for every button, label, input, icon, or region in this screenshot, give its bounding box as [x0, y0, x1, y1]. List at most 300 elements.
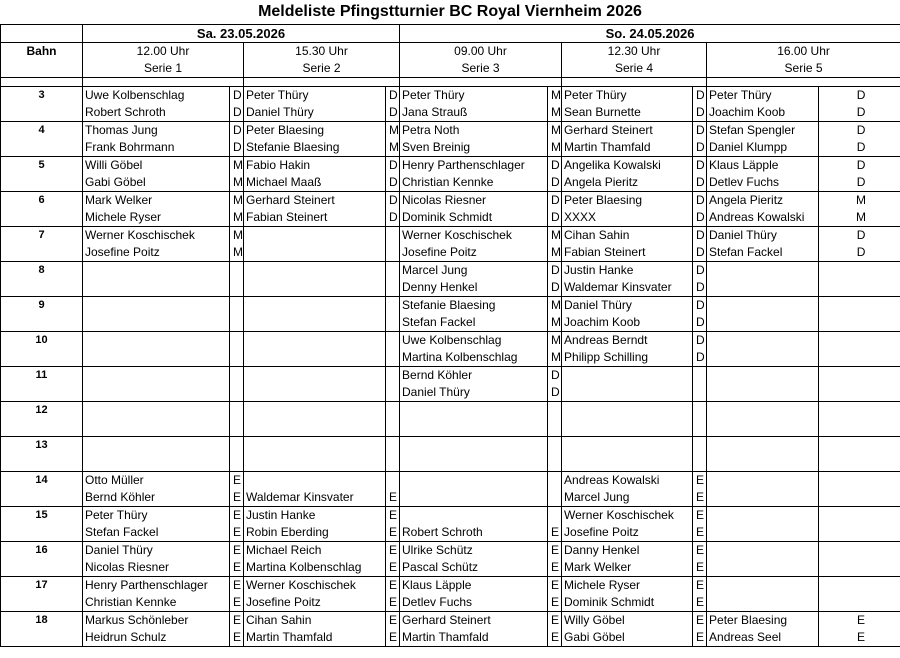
bahn-number: 8 — [1, 262, 83, 280]
player-name: Peter Thüry — [562, 87, 693, 105]
player-category: M — [548, 122, 562, 140]
series-1-time: 12.00 Uhr — [83, 43, 244, 61]
player-category: D — [386, 104, 400, 122]
player-category: D — [548, 209, 562, 227]
player-name — [244, 384, 386, 402]
player-category — [230, 262, 244, 280]
player-name — [562, 367, 693, 385]
table-row — [1, 244, 900, 262]
player-name: Philipp Schilling — [562, 349, 693, 367]
player-name — [244, 419, 386, 437]
player-category: M — [386, 122, 400, 140]
series-2-time: 15.30 Uhr — [244, 43, 400, 61]
player-category: D — [230, 122, 244, 140]
player-name — [83, 437, 230, 455]
player-name: Uwe Kolbenschlag — [83, 87, 230, 105]
player-category: E — [230, 472, 244, 490]
player-category — [386, 332, 400, 350]
player-name: Christian Kennke — [400, 174, 548, 192]
bahn-number: 4 — [1, 122, 83, 140]
player-name: Frank Bohrmann — [83, 139, 230, 157]
bahn-number — [1, 139, 83, 157]
player-name: Klaus Läpple — [707, 157, 819, 175]
table-row — [1, 594, 900, 612]
bahn-number — [1, 419, 83, 437]
player-name: Otto Müller — [83, 472, 230, 490]
player-category: D — [693, 349, 707, 367]
player-name — [83, 367, 230, 385]
player-name — [244, 244, 386, 262]
player-category — [819, 507, 900, 525]
player-name: XXXX — [562, 209, 693, 227]
player-category — [230, 384, 244, 402]
player-category: D — [386, 209, 400, 227]
player-category: D — [693, 279, 707, 297]
bahn-number — [1, 104, 83, 122]
player-category: E — [230, 524, 244, 542]
player-category: M — [548, 87, 562, 105]
player-name: Werner Koschischek — [83, 227, 230, 245]
player-category: D — [693, 87, 707, 105]
player-category: E — [693, 507, 707, 525]
player-category: M — [548, 227, 562, 245]
player-category: E — [386, 559, 400, 577]
player-name: Marcel Jung — [400, 262, 548, 280]
player-name — [707, 594, 819, 612]
player-name: Josefine Poitz — [562, 524, 693, 542]
player-name: Ulrike Schütz — [400, 542, 548, 560]
player-category — [548, 454, 562, 472]
player-name — [83, 332, 230, 350]
player-category — [548, 507, 562, 525]
player-category: D — [693, 209, 707, 227]
player-category: D — [693, 332, 707, 350]
player-category: M — [819, 192, 900, 210]
player-category — [693, 402, 707, 420]
player-name: Cihan Sahin — [244, 612, 386, 630]
player-name: Klaus Läpple — [400, 577, 548, 595]
player-category — [386, 384, 400, 402]
player-name: Michele Ryser — [83, 209, 230, 227]
player-name: Peter Thüry — [707, 87, 819, 105]
player-category — [386, 314, 400, 332]
table-row — [1, 402, 900, 420]
player-category — [548, 489, 562, 507]
player-name: Markus Schönleber — [83, 612, 230, 630]
player-category: E — [693, 594, 707, 612]
player-category: E — [386, 594, 400, 612]
player-category: E — [693, 472, 707, 490]
player-category — [230, 349, 244, 367]
table-row — [1, 454, 900, 472]
player-category: M — [230, 244, 244, 262]
player-name: Peter Blaesing — [562, 192, 693, 210]
player-name: Michael Maaß — [244, 174, 386, 192]
series-4-name: Serie 4 — [562, 60, 707, 78]
table-row — [1, 612, 900, 630]
entry-table — [0, 24, 900, 647]
player-category — [693, 419, 707, 437]
player-category — [819, 419, 900, 437]
player-category: M — [230, 209, 244, 227]
player-name: Angela Pieritz — [562, 174, 693, 192]
player-category: D — [386, 87, 400, 105]
player-name: Stefan Fackel — [83, 524, 230, 542]
player-name: Michele Ryser — [562, 577, 693, 595]
player-category: D — [693, 104, 707, 122]
series-5-time: 16.00 Uhr — [707, 43, 900, 61]
player-category: D — [693, 192, 707, 210]
player-category: E — [693, 489, 707, 507]
player-category — [819, 489, 900, 507]
table-row — [1, 349, 900, 367]
player-name: Peter Thüry — [244, 87, 386, 105]
bahn-number: 18 — [1, 612, 83, 630]
player-name: Dominik Schmidt — [562, 594, 693, 612]
player-category — [819, 297, 900, 315]
player-category: E — [693, 542, 707, 560]
table-row — [1, 279, 900, 297]
player-category — [230, 419, 244, 437]
player-category: E — [230, 612, 244, 630]
bahn-number: 17 — [1, 577, 83, 595]
table-row — [1, 139, 900, 157]
series-1-name: Serie 1 — [83, 60, 244, 78]
player-category — [819, 367, 900, 385]
player-category — [548, 437, 562, 455]
player-name: Gerhard Steinert — [244, 192, 386, 210]
table-row — [1, 209, 900, 227]
player-name — [562, 454, 693, 472]
player-category — [548, 419, 562, 437]
player-name: Heidrun Schulz — [83, 629, 230, 647]
player-name — [244, 227, 386, 245]
player-category — [819, 542, 900, 560]
player-category — [693, 437, 707, 455]
player-name: Petra Noth — [400, 122, 548, 140]
player-category — [386, 227, 400, 245]
bahn-number: 6 — [1, 192, 83, 210]
player-name: Michael Reich — [244, 542, 386, 560]
player-name: Stefan Spengler — [707, 122, 819, 140]
player-category — [693, 454, 707, 472]
player-category: D — [693, 227, 707, 245]
player-name: Henry Parthenschlager — [83, 577, 230, 595]
player-category: M — [548, 244, 562, 262]
player-category — [819, 384, 900, 402]
player-category: M — [548, 297, 562, 315]
player-category: E — [230, 489, 244, 507]
player-name — [707, 489, 819, 507]
player-category — [230, 297, 244, 315]
player-name: Willi Göbel — [83, 157, 230, 175]
player-name — [707, 559, 819, 577]
player-name: Robin Eberding — [244, 524, 386, 542]
player-name — [244, 402, 386, 420]
player-category: E — [386, 612, 400, 630]
player-name: Gabi Göbel — [562, 629, 693, 647]
bahn-number — [1, 629, 83, 647]
player-name — [83, 454, 230, 472]
player-category: E — [386, 577, 400, 595]
player-name: Peter Thüry — [83, 507, 230, 525]
player-name: Jana Strauß — [400, 104, 548, 122]
player-name — [707, 507, 819, 525]
player-name: Willy Göbel — [562, 612, 693, 630]
player-name — [400, 437, 548, 455]
player-category: D — [230, 139, 244, 157]
player-category: D — [230, 87, 244, 105]
bahn-number: 7 — [1, 227, 83, 245]
player-name — [562, 402, 693, 420]
player-name: Stefan Fackel — [707, 244, 819, 262]
bahn-number — [1, 314, 83, 332]
bahn-number: 10 — [1, 332, 83, 350]
player-name — [707, 419, 819, 437]
player-name — [562, 419, 693, 437]
player-name — [400, 419, 548, 437]
player-category: D — [548, 384, 562, 402]
bahn-header: Bahn — [1, 43, 83, 61]
player-name: Sven Breinig — [400, 139, 548, 157]
player-category — [819, 594, 900, 612]
player-name — [244, 472, 386, 490]
player-name — [707, 279, 819, 297]
player-name: Martina Kolbenschlag — [400, 349, 548, 367]
player-category: E — [548, 524, 562, 542]
player-category: E — [819, 629, 900, 647]
player-name: Martin Thamfald — [244, 629, 386, 647]
player-category — [230, 314, 244, 332]
player-name — [83, 314, 230, 332]
player-name: Martin Thamfald — [400, 629, 548, 647]
player-name: Josefine Poitz — [244, 594, 386, 612]
table-row — [1, 629, 900, 647]
table-row — [1, 227, 900, 245]
bahn-number: 13 — [1, 437, 83, 455]
bahn-number — [1, 174, 83, 192]
table-row — [1, 384, 900, 402]
player-name: Joachim Koob — [562, 314, 693, 332]
player-name: Robert Schroth — [400, 524, 548, 542]
player-name — [707, 542, 819, 560]
player-category: E — [230, 594, 244, 612]
player-name: Gabi Göbel — [83, 174, 230, 192]
player-name: Andreas Seel — [707, 629, 819, 647]
page-title: Meldeliste Pfingstturnier BC Royal Viernheim 2026 — [258, 3, 642, 20]
player-name: Sean Burnette — [562, 104, 693, 122]
player-category — [693, 384, 707, 402]
player-category: E — [548, 577, 562, 595]
player-name: Denny Henkel — [400, 279, 548, 297]
bahn-header-blank — [1, 60, 83, 78]
player-name: Daniel Klumpp — [707, 139, 819, 157]
player-category — [230, 402, 244, 420]
table-row — [1, 122, 900, 140]
player-category — [386, 367, 400, 385]
player-name: Christian Kennke — [83, 594, 230, 612]
player-category: E — [693, 577, 707, 595]
player-category: M — [230, 192, 244, 210]
player-category — [819, 262, 900, 280]
player-category: D — [386, 174, 400, 192]
player-category: D — [548, 192, 562, 210]
series-header-row — [1, 60, 900, 78]
player-name: Stefanie Blaesing — [400, 297, 548, 315]
player-name — [707, 577, 819, 595]
player-name — [707, 437, 819, 455]
player-category: E — [819, 612, 900, 630]
player-name — [707, 262, 819, 280]
player-name: Werner Koschischek — [562, 507, 693, 525]
player-name — [400, 507, 548, 525]
bahn-number — [1, 489, 83, 507]
player-category — [819, 437, 900, 455]
player-category: E — [548, 629, 562, 647]
player-category — [386, 437, 400, 455]
player-category: M — [548, 332, 562, 350]
player-name: Bernd Köhler — [83, 489, 230, 507]
player-name: Joachim Koob — [707, 104, 819, 122]
player-name: Peter Blaesing — [244, 122, 386, 140]
player-category — [548, 402, 562, 420]
player-name: Dominik Schmidt — [400, 209, 548, 227]
player-category: E — [230, 559, 244, 577]
player-category — [386, 402, 400, 420]
player-name: Waldemar Kinsvater — [244, 489, 386, 507]
player-category: D — [548, 262, 562, 280]
player-name — [83, 402, 230, 420]
player-name — [83, 297, 230, 315]
player-category: M — [548, 314, 562, 332]
player-category — [230, 437, 244, 455]
player-category: D — [819, 87, 900, 105]
player-name — [562, 384, 693, 402]
player-name — [244, 454, 386, 472]
player-name: Gerhard Steinert — [400, 612, 548, 630]
series-3-name: Serie 3 — [400, 60, 562, 78]
player-name — [707, 384, 819, 402]
player-name: Andreas Kowalski — [707, 209, 819, 227]
player-name: Cihan Sahin — [562, 227, 693, 245]
player-name — [244, 332, 386, 350]
player-category: E — [230, 629, 244, 647]
player-name — [707, 314, 819, 332]
player-name: Nicolas Riesner — [83, 559, 230, 577]
table-row — [1, 489, 900, 507]
player-category: D — [693, 139, 707, 157]
player-name: Waldemar Kinsvater — [562, 279, 693, 297]
player-category — [819, 402, 900, 420]
player-name — [707, 524, 819, 542]
player-name: Peter Blaesing — [707, 612, 819, 630]
player-category: E — [386, 524, 400, 542]
player-name: Gerhard Steinert — [562, 122, 693, 140]
player-name: Justin Hanke — [244, 507, 386, 525]
player-category — [819, 559, 900, 577]
table-row — [1, 437, 900, 455]
player-category — [230, 454, 244, 472]
series-3-time: 09.00 Uhr — [400, 43, 562, 61]
player-name — [244, 314, 386, 332]
player-category: D — [693, 122, 707, 140]
time-header-row — [1, 43, 900, 61]
player-name: Fabian Steinert — [562, 244, 693, 262]
table-row — [1, 104, 900, 122]
player-name: Henry Parthenschlager — [400, 157, 548, 175]
player-name — [83, 262, 230, 280]
player-category — [386, 349, 400, 367]
player-name — [244, 279, 386, 297]
table-row — [1, 157, 900, 175]
player-name: Angela Pieritz — [707, 192, 819, 210]
player-category: E — [386, 542, 400, 560]
table-row — [1, 577, 900, 595]
player-category: M — [819, 209, 900, 227]
player-category: D — [693, 157, 707, 175]
player-category: M — [548, 349, 562, 367]
player-name: Fabian Steinert — [244, 209, 386, 227]
player-category — [819, 524, 900, 542]
player-category: E — [693, 559, 707, 577]
player-category — [386, 244, 400, 262]
player-name: Martina Kolbenschlag — [244, 559, 386, 577]
player-name: Peter Thüry — [400, 87, 548, 105]
table-row — [1, 332, 900, 350]
corner-cell — [1, 25, 83, 43]
player-name — [707, 472, 819, 490]
player-name: Justin Hanke — [562, 262, 693, 280]
player-category: D — [693, 314, 707, 332]
bahn-number: 15 — [1, 507, 83, 525]
player-category: D — [819, 227, 900, 245]
bahn-number — [1, 244, 83, 262]
player-category: E — [693, 629, 707, 647]
player-name: Robert Schroth — [83, 104, 230, 122]
player-category: E — [693, 612, 707, 630]
player-category: E — [548, 542, 562, 560]
player-category — [386, 454, 400, 472]
player-name: Josefine Poitz — [400, 244, 548, 262]
table-row — [1, 559, 900, 577]
player-name — [400, 489, 548, 507]
day-header-sunday: So. 24.05.2026 — [400, 25, 900, 43]
player-name: Mark Welker — [562, 559, 693, 577]
player-category: E — [548, 559, 562, 577]
player-category: D — [693, 262, 707, 280]
table-row — [1, 192, 900, 210]
player-category: E — [230, 507, 244, 525]
player-category — [386, 419, 400, 437]
player-name — [707, 454, 819, 472]
player-name — [707, 297, 819, 315]
bahn-number: 11 — [1, 367, 83, 385]
player-name: Thomas Jung — [83, 122, 230, 140]
day-header-saturday: Sa. 23.05.2026 — [83, 25, 400, 43]
player-category: M — [386, 139, 400, 157]
player-category — [819, 279, 900, 297]
player-category — [230, 332, 244, 350]
player-category — [230, 367, 244, 385]
bahn-number: 5 — [1, 157, 83, 175]
series-5-name: Serie 5 — [707, 60, 900, 78]
player-category — [386, 279, 400, 297]
player-name: Daniel Thüry — [562, 297, 693, 315]
player-category — [819, 332, 900, 350]
table-row — [1, 262, 900, 280]
player-category: E — [548, 594, 562, 612]
player-name — [244, 367, 386, 385]
